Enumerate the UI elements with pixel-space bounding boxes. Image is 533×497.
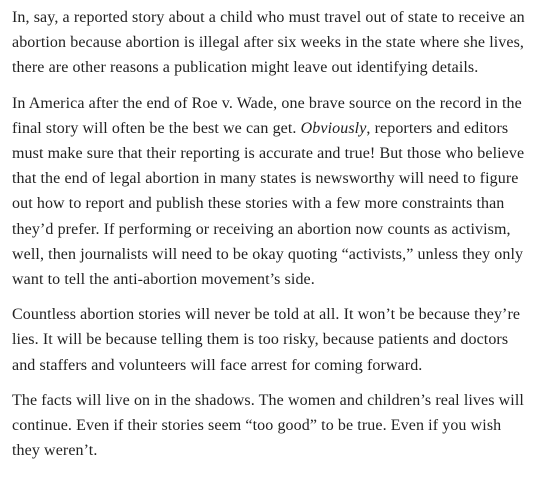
paragraph-3: Countless abortion stories will never be told at all. It won’t be because they’re lies. It will be because telling them is too risky, because patients and doctors and staffers and volunteers will face arrest for coming forward. [12, 306, 521, 374]
paragraph-2 [12, 91, 527, 293]
paragraph-1: In, say, a reported story about a child who must travel out of state to receive an abortion because abortion is illegal after six weeks in the state where she lives, there are other reasons a publication might leave out identifying details. [12, 9, 525, 77]
paragraph-2-rest: , reporters and editors must make sure that their reporting is accurate and true! But those who believe that the end of legal abortion in many states is newsworthy will need to figure out how to report and publish these stories with a few more constraints than they’d prefer. If performing or receiving an abortion now counts as activism, well, then journalists will need to be okay quoting “activists,” unless they only want to tell the anti-abortion movement’s side. [12, 119, 525, 289]
paragraph-2-intro: In America after the end of Roe v. Wade, one brave source on the record in the final story will often be the best we can get. [12, 94, 522, 137]
paragraph-2-emphasis: Obviously [300, 119, 367, 137]
paragraph-4: The facts will live on in the shadows. The women and children’s real lives will continue. Even if their stories seem “too good” to be true. Even if you wish they weren’t. [12, 391, 524, 460]
